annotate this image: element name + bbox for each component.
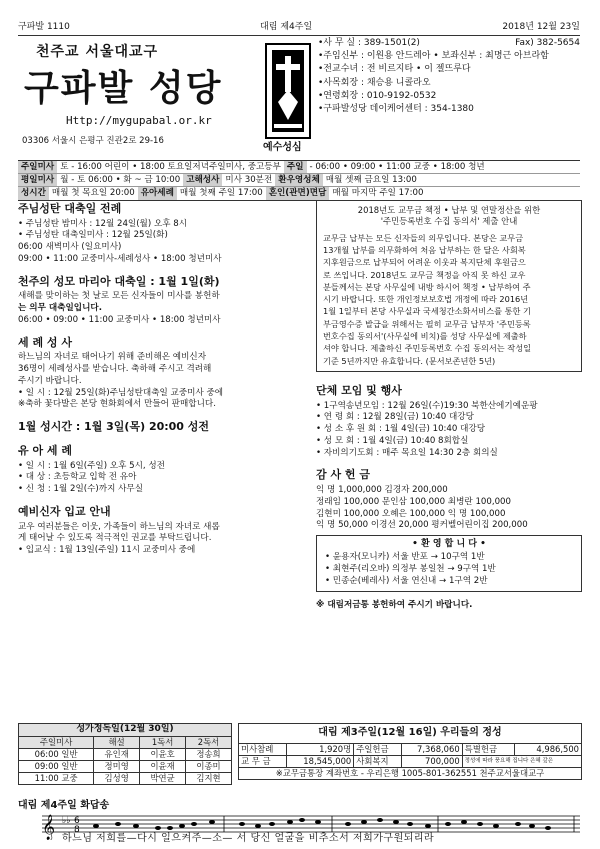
list-item: • 최현주(리오바) 의정부 봉일천 → 9구역 1반 (325, 564, 496, 575)
left-column (18, 202, 310, 557)
section-title: 주님성탄 대축일 전례 (18, 202, 122, 215)
right-column (316, 200, 582, 611)
table-row: 06:00 일반 유인재 이윤호 정송희 (19, 749, 232, 761)
diocese-name: 천주교 서울대교구 (36, 44, 159, 60)
table-row: ※교무금통장 계좌번호 - 우리은행 1005-801-362551 천주교서울대교구 (239, 768, 582, 780)
issue-number: 구파발 1110 (18, 22, 70, 32)
notice-subtitle: '주민등록번호 수집 동의서' 제출 안내 (380, 216, 518, 227)
info-row: •사목회장 : 채승용 니콜라오 (318, 77, 431, 88)
donation-section: 감 사 헌 금 익 명 1,000,000 김경자 200,000 정래임 100,000 문인삼 100,000 최병란 100,000 김현미 100,000 오혜은 100,000 익 명 100,000 익 명 50,000 이경선 20,000 평커벨어린이집 200,000 (316, 468, 582, 531)
svg-text:8: 8 (74, 825, 80, 835)
tithe-notice-box (316, 200, 582, 372)
schedule-row-weekday: 평일미사 월 - 토 06:00 • 화 ~ 금 10:00 고해성사 미사 30분전 환우영성체 매월 셋째 금요일 13:00 (18, 174, 580, 187)
table-row: 미사참례 1,920명 주일헌금 7,368,060 특별헌금 4,986,500 (239, 744, 582, 756)
list-item: • 민종순(베레사) 서울 연신내 → 1구역 2반 (325, 575, 488, 586)
parish-address: 03306 서울시 은평구 진관2로 29-16 (22, 136, 164, 146)
section-title: 예비신자 입교 안내 (18, 504, 111, 518)
table-row: 11:00 교중 김성영 박연균 김지현 (19, 773, 232, 785)
table-row: 교 무 금 18,545,000 사회복지 700,000 정성에 따라 풍요해 집니다 은혜 갚은 (239, 756, 582, 768)
info-row: •전교수녀 : 전 비르지타 • 이 젤뜨루다 (318, 64, 471, 75)
baptism-section: 세 례 성 사 하느님의 자녀로 태어나기 위해 준비해온 예비신자 36명이 세례성사를 받습니다. 축하해 주시고 격려해 주시기 바랍니다. • 일 시 : 12월 25일(화)주님성탄대축일 교중미사 중에 ※축하 꽃다발은 본당 현화회에서 만들어 판매합니다. (18, 336, 310, 410)
list-item: • 윤용자(모니카) 서울 반포 → 10구역 1반 (325, 552, 485, 563)
list-item: • 자비의기도회 : 매주 목요일 14:30 2층 회의실 (316, 447, 498, 458)
table-header-row: 주일미사 해설 1독서 2독서 (19, 737, 232, 749)
svg-text:♭♭: ♭♭ (62, 816, 71, 826)
offering-report (238, 723, 582, 780)
contact-info (318, 38, 580, 158)
schedule-row-other: 성시간 매월 첫 목요일 20:00 유아세례 매월 첫째 주일 17:00 혼인(관면)면담 매월 마지막 주일 17:00 (18, 187, 580, 200)
mary-section: 천주의 성모 마리아 대축일 : 1월 1일(화) 새해를 맞이하는 첫 날로 모든 신자들이 미사를 봉헌하 는 의무 대축일입니다. 06:00 • 09:00 • 11:00 교중미사 • 18:00 청년미사 (18, 275, 310, 326)
top-bar (18, 22, 580, 36)
notice-body: 교무금 납부는 모든 신자들의 의무입니다. 본당은 교무금 13개월 납부를 의무화하여 처음 납부하는 한 달은 사회복 지후원금으로 납부되어 어려운 이웃과 복지단체 후원금으 로 쓰입니다. 2018년도 교무금 책정을 아직 못 하신 교우 분들께서는 본당 사무실에 내방 하시어 책정 • 납부하여 주 시기 바랍니다. 또한 개인정보보호법 개정에 따라 2016년 1월 1일부터 본당 사무실과 국세청간소화서비스를 통한 기 부금영수증 발급을 위해서는 필히 교무금 납부자 '주민등록 번호수집 동의서'(사무실에 비치)를 성당 사무실에 제출하 셔야 합니다. 제출하신 주민등록번호 수집 동의서는 작성일 기준 5년까지만 유효합니다. (문서보존년한 5년) (323, 232, 532, 366)
savings-notice: ※ 대림저금통 봉헌하여 주시기 바랍니다. (316, 599, 473, 610)
offering-title: 대림 제3주일(12월 16일) 우리들의 정성 (238, 723, 582, 743)
psalm-lyrics: 하느님 저희를—다시 일으켜주—소— 서 당신 얼굴을 비추소서 저희가구원되리라 (62, 833, 435, 844)
emblem-caption: 예수성심 (263, 142, 302, 153)
treble-clef-icon: 𝄞 (42, 815, 56, 840)
section-title: 단체 모임 및 행사 (316, 383, 402, 397)
list-item: • 연 령 회 : 12월 28일(금) 10:40 대강당 (316, 412, 474, 423)
parish-name: 구파발 성당 (24, 68, 223, 109)
catechumen-section: 예비신자 입교 안내 교우 여러분들은 이웃, 가족들이 하느님의 자녀로 새롭 게 태어날 수 있도록 적극적인 권교를 부탁드립니다. • 입교식 : 1월 13일(주일) 11시 교중미사 중에 (18, 505, 310, 556)
offering-table (238, 743, 582, 780)
welcome-title: • 환 영 합 니 다 • (412, 539, 486, 550)
info-row: •사 무 실 : 389-1501(2) Fax) 382-5654 (318, 38, 580, 48)
welcome-box (316, 535, 582, 591)
list-item: • 성 소 후 원 회 : 1월 4일(금) 10:40 대강당 (316, 424, 486, 435)
info-row: •구파발성당 데이케어센터 : 354-1380 (318, 103, 474, 114)
list-item: • 1구역송년모임 : 12월 26일(수)19:30 북한산에기예운팡 (316, 400, 538, 411)
reader-table (18, 736, 232, 785)
reader-schedule-title: 성가정독일(12월 30일) (18, 723, 232, 736)
sacred-heart-emblem-icon (264, 42, 312, 140)
header (18, 38, 580, 158)
section-title: 유 아 세 례 (18, 443, 72, 457)
issue-date: 2018년 12월 23일 (502, 22, 580, 32)
schedule-row-sunday: 주일미사 토 - 16:00 어린이 • 18:00 토요일저녁주일미사, 중고등부 주일 - 06:00 • 09:00 • 11:00 교중 • 18:00 청년 (18, 161, 580, 174)
liturgical-week: 대림 제4주일 (260, 22, 313, 32)
section-title: 1월 성시간 : 1월 3일(목) 20:00 성전 (18, 420, 210, 434)
website-url[interactable]: Http://mygupabal.or.kr (66, 114, 212, 127)
info-row: •주임신부 : 이원용 안드레아 • 보좌신부 : 최명근 아브라함 (318, 51, 549, 62)
section-title: 세 례 성 사 (18, 335, 72, 349)
reader-schedule (18, 723, 232, 785)
svg-text:6: 6 (74, 816, 80, 826)
christmas-section: 주님성탄 대축일 전례 • 주님성탄 밤미사 : 12월 24일(월) 오후 8시 • 주님성탄 대축일미사 : 12월 25일(화) 06:00 새벽미사 (일요미사) 09:00 • 11:00 교중미사-세례성사 • 18:00 청년미사 (18, 202, 310, 265)
logo-area (18, 38, 260, 158)
section-title: 천주의 성모 마리아 대축일 : 1월 1일(화) (18, 274, 220, 288)
list-item: • 성 모 회 : 1월 4일(금) 10:40 8회합실 (316, 435, 469, 446)
psalm-title: 대림 제4주일 화답송 (18, 800, 110, 811)
notice-title: 2018년도 교무금 책정 • 납부 및 연말정산을 위한 (357, 205, 541, 215)
infant-baptism-section: 유 아 세 례 • 일 시 : 1월 6일(주일) 오후 5시, 성전 • 대 상 : 초등학교 입학 전 유아 • 신 청 : 1월 2일(수)까지 사무실 (18, 444, 310, 495)
events-section (316, 384, 582, 458)
table-row: 09:00 일반 정미영 이윤재 이종미 (19, 761, 232, 773)
section-title: 감 사 헌 금 (316, 468, 370, 482)
mass-schedule (18, 160, 580, 201)
holyhour-section (18, 420, 310, 434)
info-row: •연령회장 : 010-9192-0532 (318, 90, 437, 101)
